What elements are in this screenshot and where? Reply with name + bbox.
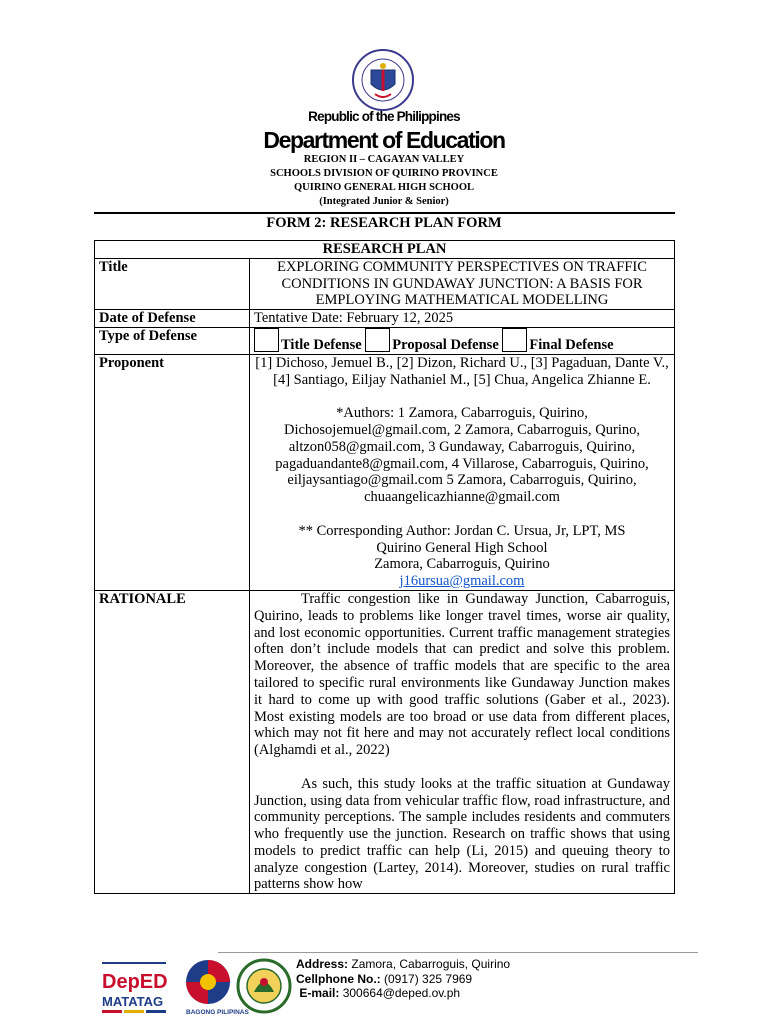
rationale-label: RATIONALE xyxy=(95,590,250,893)
footer-phone xyxy=(296,972,472,986)
address-label: Address: xyxy=(296,957,349,971)
footer-address xyxy=(296,957,510,971)
bagong-pilipinas-text: BAGONG PILIPINAS xyxy=(186,1009,249,1016)
proponent-names: [1] Dichoso, Jemuel B., [2] Dizon, Richard U., [3] Pagaduan, Dante V., [4] Santiago, Eiljay Nathaniel M., [5] Chua, Angelica Zhianne E. xyxy=(255,354,669,388)
rationale-paragraph-1: Traffic congestion like in Gundaway Junction, Cabarroguis, Quirino, leads to problems like longer travel times, worse air quality, and lost economic opportunities. Current traffic management strategies often don’t include models that can predict and solve this problem. Moreover, the absence of traffic models that are specific to the area tailored to specific rural environments like Gundaway Junction makes it hard to come up with good traffic solutions (Gaber et al., 2023). Most existing models are too broad or use data from different places, which may not fit here and may not accurately reflect local conditions (Alghamdi et al., 2022) xyxy=(254,590,670,759)
title-defense-label: Title Defense xyxy=(281,336,362,353)
republic-line: Republic of the Philippines xyxy=(308,109,460,124)
title-label: Title xyxy=(95,258,250,309)
header-rule xyxy=(94,212,675,214)
deped-seal-logo xyxy=(346,48,420,112)
corresponding-email-link[interactable]: j16ursua@gmail.com xyxy=(399,573,525,590)
defense-options xyxy=(250,327,675,354)
address-value: Zamora, Cabarroguis, Quirino xyxy=(351,957,511,971)
corresponding-author: ** Corresponding Author: Jordan C. Ursua, Jr, LPT, MS xyxy=(298,522,626,539)
footer-email xyxy=(296,986,460,1000)
deped-matatag-logo xyxy=(100,960,170,1018)
matatag-logo-text: MATATAG xyxy=(102,994,164,1009)
email-value[interactable]: 300664@deped.ov.ph xyxy=(342,986,461,1000)
school-type-line: (Integrated Junior & Senior) xyxy=(319,196,449,207)
email-label: E-mail: xyxy=(299,986,340,1000)
research-plan-heading: RESEARCH PLAN xyxy=(95,241,675,259)
footer-rule xyxy=(218,952,698,953)
phone-value: (0917) 325 7969 xyxy=(384,972,473,986)
school-line: QUIRINO GENERAL HIGH SCHOOL xyxy=(294,182,474,193)
final-defense-label: Final Defense xyxy=(529,336,614,353)
form-title: FORM 2: RESEARCH PLAN FORM xyxy=(266,215,502,231)
proposal-defense-checkbox[interactable] xyxy=(365,328,390,352)
author-affiliations: *Authors: 1 Zamora, Cabarroguis, Quirino, Dichosojemuel@gmail.com, 2 Zamora, Cabarroguis, Qurino, altzon058@gmail.com, 3 Gundaway, Cabarroguis, Quirino, pagaduandante8@gmail.com, 4 Villarose, Cabarroguis, Quirino, eiljaysantiago@gmail.com 5 Zamora, Cabarroguis, Quirino, chuaangelicazhianne@gmail.com xyxy=(275,405,649,506)
phone-label: Cellphone No.: xyxy=(296,972,381,986)
proponent-cell xyxy=(250,354,675,590)
date-label: Date of Defense xyxy=(95,310,250,328)
proponent-label: Proponent xyxy=(95,354,250,590)
type-label: Type of Defense xyxy=(95,327,250,354)
department-title: Department of Education xyxy=(263,127,505,153)
proposal-defense-label: Proposal Defense xyxy=(392,336,499,353)
title-value: EXPLORING COMMUNITY PERSPECTIVES ON TRAFFIC CONDITIONS IN GUNDAWAY JUNCTION: A BASIS FOR EMPLOYING MATHEMATICAL MODELLING xyxy=(250,258,675,309)
date-value: Tentative Date: February 12, 2025 xyxy=(250,310,675,328)
school-seal-logo xyxy=(236,958,292,1014)
corresponding-address: Zamora, Cabarroguis, Quirino xyxy=(374,556,550,573)
region-line: REGION II – CAGAYAN VALLEY xyxy=(303,154,465,165)
title-defense-checkbox[interactable] xyxy=(254,328,279,352)
corresponding-school: Quirino General High School xyxy=(376,539,548,556)
division-line: SCHOOLS DIVISION OF QUIRINO PROVINCE xyxy=(270,168,498,179)
rationale-cell xyxy=(250,590,675,893)
final-defense-checkbox[interactable] xyxy=(502,328,527,352)
deped-logo-text: DepED xyxy=(102,971,168,993)
rationale-paragraph-2: As such, this study looks at the traffic situation at Gundaway Junction, using data from vehicular traffic flow, road infrastructure, and community perceptions. The sample includes residents and commuters who frequently use the junction. Research on traffic shows that using models to predict traffic can help (Li, 2015) and queuing theory to analyze congestion (Lartey, 2014). Moreover, studies on rural traffic patterns show how xyxy=(254,775,670,893)
research-plan-table xyxy=(94,240,675,894)
